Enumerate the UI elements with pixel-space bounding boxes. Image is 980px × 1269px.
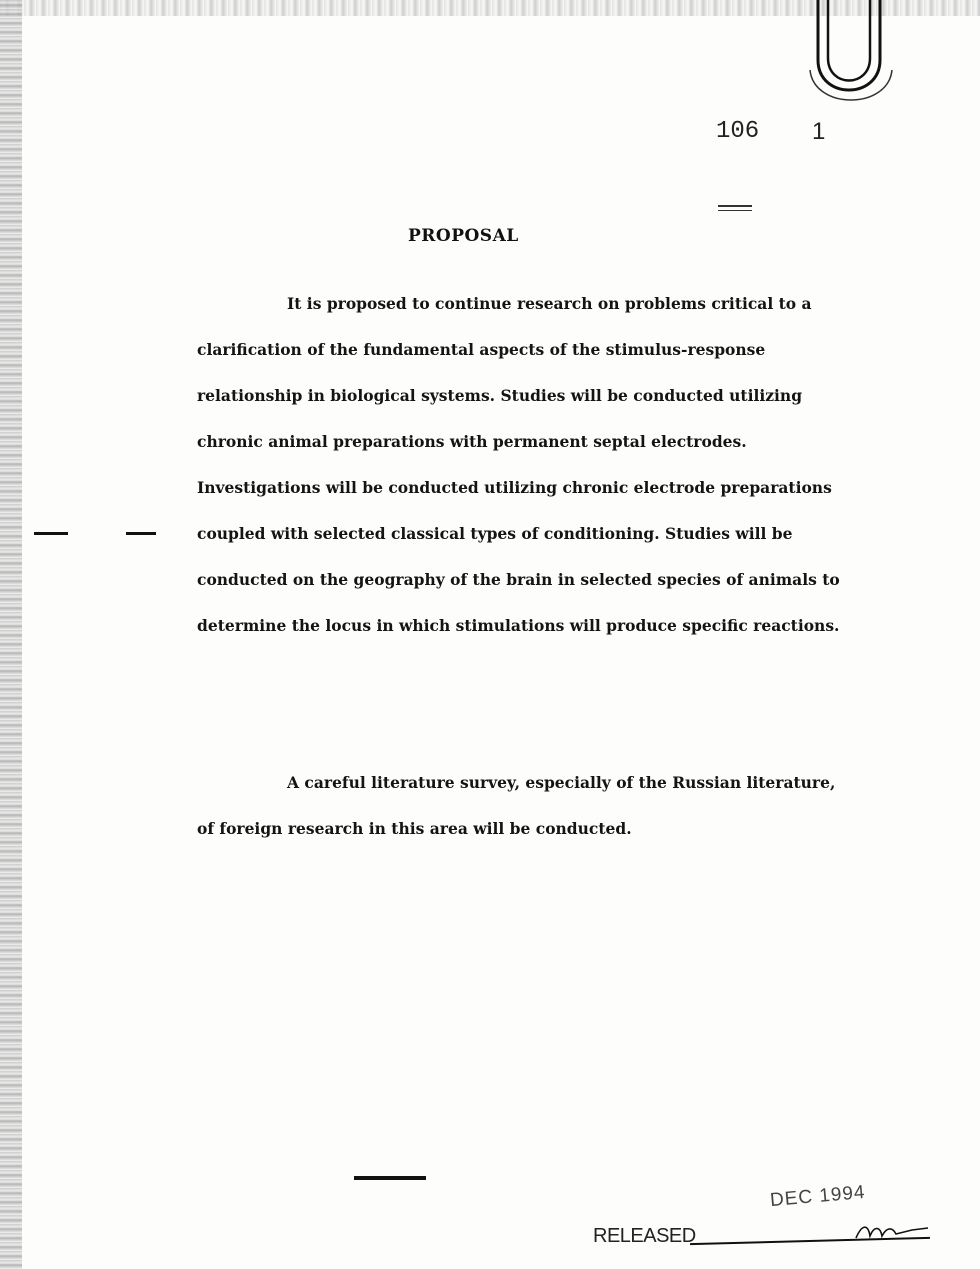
scan-edge-left — [0, 0, 22, 1269]
handwritten-initials — [852, 1220, 932, 1244]
release-date-stamp: DEC 1994 — [769, 1181, 867, 1212]
margin-mark — [126, 532, 156, 535]
scan-mark — [718, 210, 752, 211]
page-sequence-number: 1 — [812, 118, 826, 145]
scan-mark — [718, 205, 752, 207]
document-title: PROPOSAL — [408, 226, 519, 246]
released-label: RELEASED — [593, 1225, 696, 1247]
document-number: 106 — [716, 118, 760, 145]
paragraph-text: It is proposed to continue research on problems critical to a clarification of the fundamental aspects of the stimulus-response relationship in biological systems. Studies will be conducted utilizing chronic animal preparations with permanent septal electrodes. Investigations will be conducted utilizing chronic electrode preparations coupled with selected classical types of conditioning. Studies will be conducted on the geography of the brain in selected species of animals to determine the locus in which stimulations will produce specific reactions. — [197, 294, 840, 635]
body-paragraph-1 — [197, 281, 857, 649]
margin-mark — [34, 532, 68, 535]
paper-clip-icon — [800, 0, 900, 110]
redaction-mark — [354, 1176, 426, 1180]
paragraph-text: A careful literature survey, especially of the Russian literature, of foreign research in this area will be conducted. — [197, 773, 836, 838]
body-paragraph-2 — [197, 760, 857, 852]
